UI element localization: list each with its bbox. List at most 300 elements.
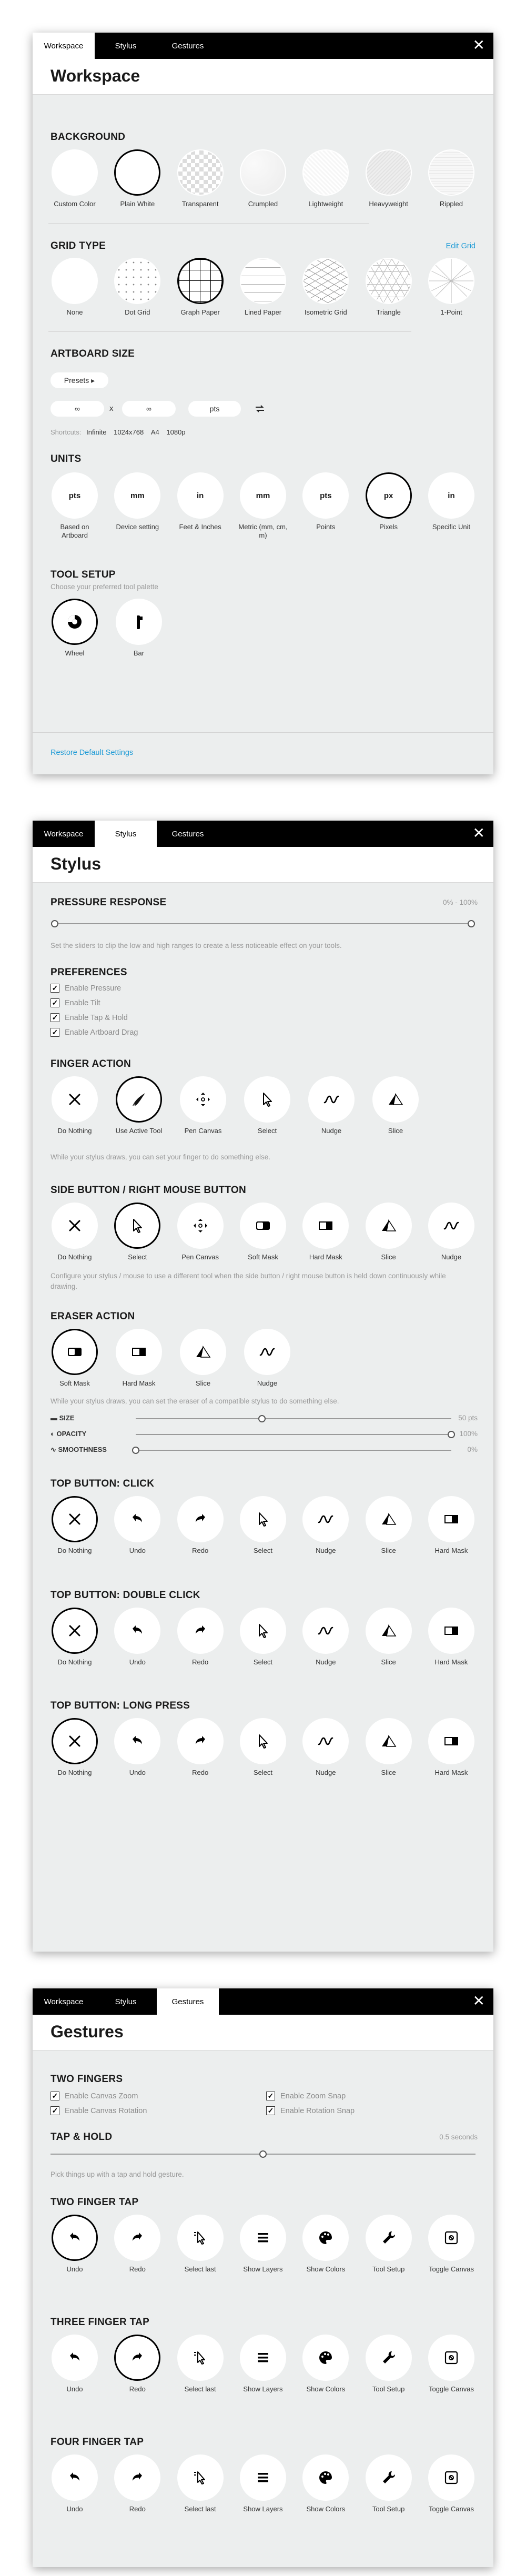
two-finger-tap-options <box>48 2215 478 2274</box>
double-option-select[interactable] <box>237 1608 289 1666</box>
pressure-high-handle[interactable] <box>468 920 475 927</box>
crumpled-swatch <box>240 149 286 196</box>
tab-bar <box>33 33 493 59</box>
option-label: Slice <box>381 1547 396 1554</box>
bg-option-custom-color[interactable] <box>48 149 101 208</box>
four-tap-option-select-last[interactable] <box>174 2454 227 2513</box>
shortcut-1080p[interactable]: 1080p <box>166 428 186 436</box>
two-tap-option-show-colors[interactable] <box>299 2215 352 2274</box>
undo-icon <box>114 1496 160 1542</box>
gestures-panel <box>33 1988 493 2567</box>
section-description: While your stylus draws, you can set the eraser of a compatible stylus to do something else. <box>50 1397 339 1405</box>
eraser-option-hard-mask[interactable] <box>113 1329 165 1388</box>
two-tap-option-toggle-canvas[interactable] <box>425 2215 478 2274</box>
tab-workspace[interactable]: Workspace <box>44 1997 84 2006</box>
check-icon: ✓ <box>50 1028 59 1037</box>
option-label: Show Layers <box>243 2505 283 2513</box>
size-slider-handle[interactable] <box>258 1415 266 1422</box>
section-description: While your stylus draws, you can set your finger to do something else. <box>50 1153 270 1161</box>
layers-icon <box>240 2454 286 2501</box>
option-label: Toggle Canvas <box>428 2385 474 2393</box>
option-label: Graph Paper <box>180 308 220 316</box>
soft-mask-icon <box>240 1203 286 1249</box>
restore-defaults-link[interactable]: Restore Default Settings <box>50 749 134 757</box>
size-value: 50 pts <box>458 1414 478 1422</box>
x-icon <box>52 1203 98 1249</box>
tab-stylus[interactable]: Stylus <box>95 821 157 847</box>
graph-paper-swatch <box>177 258 224 304</box>
undo-icon <box>52 2215 98 2261</box>
section-heading: TWO FINGERS <box>50 2074 123 2085</box>
side-option-nudge[interactable] <box>425 1203 478 1261</box>
option-label: Soft Mask <box>248 1253 278 1261</box>
long-option-undo[interactable] <box>111 1718 164 1777</box>
three-tap-option-toggle-canvas[interactable] <box>425 2335 478 2393</box>
option-label: Tool Setup <box>372 2385 405 2393</box>
section-heading: PREFERENCES <box>50 967 127 978</box>
tool-option-bar[interactable] <box>113 599 165 658</box>
option-label: Soft Mask <box>59 1379 90 1387</box>
soft-mask-icon <box>52 1329 98 1375</box>
close-icon[interactable]: ✕ <box>472 37 485 53</box>
bg-option-transparent[interactable] <box>174 149 227 208</box>
grid-option-dot[interactable] <box>111 258 164 317</box>
option-label: Hard Mask <box>434 1769 468 1776</box>
option-label: Isometric Grid <box>304 308 347 316</box>
double-option-do-nothing[interactable] <box>48 1608 101 1666</box>
checkbox-label: Enable Pressure <box>65 984 122 993</box>
wave-icon <box>302 1718 349 1764</box>
eraser-option-slice[interactable] <box>177 1329 229 1388</box>
select-last-icon <box>177 2215 224 2261</box>
option-label: Pen Canvas <box>181 1253 219 1261</box>
finger-option-slice[interactable] <box>369 1076 422 1135</box>
unit-swatch <box>302 472 349 519</box>
workspace-panel <box>33 33 493 774</box>
palette-icon <box>302 2215 349 2261</box>
transparent-swatch <box>177 149 224 196</box>
option-label: Undo <box>66 2385 83 2393</box>
three-tap-option-select-last[interactable] <box>174 2335 227 2393</box>
divider <box>48 223 369 224</box>
side-option-pen-canvas[interactable] <box>174 1203 227 1261</box>
checkbox-label: Enable Tap & Hold <box>65 1013 128 1022</box>
grid-options <box>48 258 478 317</box>
finger-option-active-tool[interactable] <box>113 1076 165 1135</box>
unit-option-points[interactable] <box>299 472 352 540</box>
four-finger-tap-options <box>48 2454 478 2513</box>
pressure-range-value: 0% - 100% <box>442 898 478 906</box>
slice-icon <box>366 1608 412 1654</box>
tap-hold-slider-handle[interactable] <box>259 2150 267 2158</box>
unit-swatch <box>177 472 224 519</box>
wave-icon <box>428 1203 474 1249</box>
check-icon: ✓ <box>50 984 59 993</box>
tab-stylus[interactable]: Stylus <box>115 42 137 50</box>
option-label: Select last <box>184 2385 216 2393</box>
option-label: Select <box>253 1547 273 1554</box>
option-label: Undo <box>129 1658 146 1666</box>
section-heading: THREE FINGER TAP <box>50 2317 150 2328</box>
side-option-do-nothing[interactable] <box>48 1203 101 1261</box>
dot-grid-swatch <box>114 258 160 304</box>
wave-icon <box>302 1608 349 1654</box>
side-option-hard-mask[interactable] <box>299 1203 352 1261</box>
click-option-hard-mask[interactable] <box>425 1496 478 1555</box>
long-option-hard-mask[interactable] <box>425 1718 478 1777</box>
option-label: Slice <box>195 1379 211 1387</box>
option-label: Custom Color <box>54 200 96 208</box>
undo-icon <box>52 2335 98 2381</box>
tab-gestures[interactable]: Gestures <box>171 42 204 50</box>
check-icon: ✓ <box>50 998 59 1007</box>
option-label: Redo <box>192 1658 209 1666</box>
lined-paper-swatch <box>240 258 286 304</box>
option-label: Undo <box>66 2265 83 2273</box>
zoom-snap-checkbox[interactable] <box>266 2092 346 2100</box>
unit-abbr: pts <box>320 491 332 500</box>
edit-grid-link[interactable]: Edit Grid <box>446 242 476 250</box>
x-icon <box>52 1076 98 1123</box>
section-heading: ARTBOARD SIZE <box>50 348 135 359</box>
section-heading: ERASER ACTION <box>50 1311 135 1322</box>
option-label: Select <box>253 1658 273 1666</box>
presets-button[interactable]: Presets ▸ <box>50 372 108 388</box>
top-long-press-options <box>48 1718 478 1777</box>
option-label: Slice <box>381 1658 396 1666</box>
option-label: Lined Paper <box>244 308 282 316</box>
slice-icon <box>366 1203 412 1249</box>
custom-color-swatch <box>52 149 98 196</box>
option-label: Do Nothing <box>57 1547 92 1554</box>
top-click-options <box>48 1496 478 1555</box>
long-option-slice[interactable] <box>362 1718 415 1777</box>
tab-workspace[interactable]: Workspace <box>33 33 95 59</box>
tab-stylus[interactable]: Stylus <box>115 1997 137 2006</box>
option-label: None <box>66 308 83 316</box>
three-tap-option-undo[interactable] <box>48 2335 101 2393</box>
unit-option-specific[interactable] <box>425 472 478 540</box>
long-option-redo[interactable] <box>174 1718 227 1777</box>
unit-abbr: mm <box>130 491 145 500</box>
section-heading: TOP BUTTON: CLICK <box>50 1478 155 1489</box>
shortcut-a4[interactable]: A4 <box>150 428 159 436</box>
wheel-icon <box>52 599 98 645</box>
undo-icon <box>114 1608 160 1654</box>
tab-gestures[interactable]: Gestures <box>157 1988 219 2015</box>
divider <box>48 331 411 332</box>
smoothness-slider-label: ∿ SMOOTHNESS <box>50 1446 107 1453</box>
option-label: Show Colors <box>306 2385 346 2393</box>
unit-option-device[interactable] <box>111 472 164 540</box>
close-icon[interactable]: ✕ <box>472 1993 485 2009</box>
option-label: Rippled <box>439 200 463 208</box>
shortcuts-label: Shortcuts: <box>50 428 82 436</box>
checkbox-label: Enable Canvas Zoom <box>65 2092 138 2100</box>
tab-bar <box>33 821 493 847</box>
eraser-option-soft-mask[interactable] <box>48 1329 101 1388</box>
section-heading: TOP BUTTON: DOUBLE CLICK <box>50 1590 200 1601</box>
footer <box>33 732 493 774</box>
canvas-zoom-checkbox[interactable] <box>50 2092 138 2100</box>
finger-option-select[interactable] <box>241 1076 294 1135</box>
page-title: Workspace <box>33 59 493 95</box>
unit-swatch <box>366 472 412 519</box>
palette-icon <box>302 2335 349 2381</box>
two-tap-option-undo[interactable] <box>48 2215 101 2274</box>
double-option-redo[interactable] <box>174 1608 227 1666</box>
slider-label: OPACITY <box>56 1430 87 1438</box>
three-tap-option-tool-setup[interactable] <box>362 2335 415 2393</box>
smoothness-slider-handle[interactable] <box>132 1447 139 1454</box>
bg-option-lightweight[interactable] <box>299 149 352 208</box>
two-tap-option-redo[interactable] <box>111 2215 164 2274</box>
wave-icon <box>244 1329 290 1375</box>
grid-option-one-point[interactable] <box>425 258 478 317</box>
cursor-icon <box>240 1496 286 1542</box>
close-icon[interactable]: ✕ <box>472 825 485 841</box>
slice-icon <box>372 1076 419 1123</box>
double-option-slice[interactable] <box>362 1608 415 1666</box>
unit-options <box>48 472 478 540</box>
rippled-swatch <box>428 149 474 196</box>
finger-option-pen-canvas[interactable] <box>177 1076 229 1135</box>
isometric-swatch <box>302 258 349 304</box>
option-label: Do Nothing <box>57 1769 92 1776</box>
side-option-slice[interactable] <box>362 1203 415 1261</box>
layers-icon <box>240 2335 286 2381</box>
option-label: Redo <box>129 2505 146 2513</box>
option-label: Nudge <box>316 1658 336 1666</box>
size-slider[interactable] <box>136 1418 451 1419</box>
grid-option-isometric[interactable] <box>299 258 352 317</box>
smoothness-slider[interactable] <box>136 1450 451 1451</box>
two-tap-option-select-last[interactable] <box>174 2215 227 2274</box>
option-label: Select <box>257 1127 277 1135</box>
section-heading: TAP & HOLD <box>50 2131 113 2143</box>
grid-option-graph[interactable] <box>174 258 227 317</box>
double-option-undo[interactable] <box>111 1608 164 1666</box>
checkbox-label: Enable Canvas Rotation <box>65 2106 147 2115</box>
grid-option-lined[interactable] <box>237 258 289 317</box>
unit-abbr: in <box>196 491 204 500</box>
brush-stroke-icon <box>116 1076 162 1123</box>
unit-abbr: in <box>448 491 455 500</box>
three-tap-option-redo[interactable] <box>111 2335 164 2393</box>
option-label: Lightweight <box>308 200 343 208</box>
option-label: Select last <box>184 2265 216 2273</box>
smoothness-value: 0% <box>467 1446 478 1453</box>
two-tap-option-show-layers[interactable] <box>237 2215 289 2274</box>
redo-icon <box>114 2335 160 2381</box>
option-label: Pen Canvas <box>184 1127 222 1135</box>
option-label: Redo <box>192 1769 209 1776</box>
undo-icon <box>52 2454 98 2501</box>
option-label: Bar <box>133 649 145 657</box>
select-last-icon <box>177 2335 224 2381</box>
unit-abbr: px <box>383 491 393 500</box>
option-label: Show Colors <box>306 2505 346 2513</box>
eraser-options <box>48 1329 294 1388</box>
tab-workspace[interactable]: Workspace <box>44 830 84 839</box>
move-arrows-icon <box>180 1076 226 1123</box>
click-option-undo[interactable] <box>111 1496 164 1555</box>
eraser-option-nudge[interactable] <box>241 1329 294 1388</box>
four-tap-option-toggle-canvas[interactable] <box>425 2454 478 2513</box>
option-label: Slice <box>381 1253 396 1261</box>
option-label: Toggle Canvas <box>428 2265 474 2273</box>
option-label: Show Colors <box>306 2265 346 2273</box>
plain-white-swatch <box>114 149 160 196</box>
shortcut-1024x768[interactable]: 1024x768 <box>114 428 144 436</box>
size-slider-label: ▬ SIZE <box>50 1414 75 1422</box>
palette-icon <box>302 2454 349 2501</box>
four-tap-option-redo[interactable] <box>111 2454 164 2513</box>
side-option-soft-mask[interactable] <box>237 1203 289 1261</box>
click-option-do-nothing[interactable] <box>48 1496 101 1555</box>
option-label: Pixels <box>379 523 398 531</box>
dimension-separator: x <box>109 404 114 413</box>
section-description: Pick things up with a tap and hold gesture. <box>50 2170 184 2178</box>
click-option-redo[interactable] <box>174 1496 227 1555</box>
wrench-icon <box>366 2215 412 2261</box>
tab-gestures[interactable]: Gestures <box>171 830 204 839</box>
three-tap-option-show-colors[interactable] <box>299 2335 352 2393</box>
wrench-icon <box>366 2454 412 2501</box>
unit-select[interactable]: pts <box>188 401 241 417</box>
unit-swatch <box>114 472 160 519</box>
option-label: Show Layers <box>243 2385 283 2393</box>
bar-icon <box>116 599 162 645</box>
section-heading: UNITS <box>50 453 82 464</box>
section-heading: TOP BUTTON: LONG PRESS <box>50 1700 190 1711</box>
wrench-icon <box>366 2335 412 2381</box>
artboard-width-input[interactable]: ∞ <box>50 401 104 417</box>
bg-option-heavyweight[interactable] <box>362 149 415 208</box>
hard-mask-icon <box>302 1203 349 1249</box>
click-option-select[interactable] <box>237 1496 289 1555</box>
slider-label: SMOOTHNESS <box>58 1446 107 1453</box>
bg-option-crumpled[interactable] <box>237 149 289 208</box>
opacity-slider[interactable] <box>136 1434 451 1435</box>
long-option-do-nothing[interactable] <box>48 1718 101 1777</box>
one-point-swatch <box>428 258 474 304</box>
option-label: Wheel <box>65 649 85 657</box>
option-label: Dot Grid <box>125 308 150 316</box>
side-option-select[interactable] <box>111 1203 164 1261</box>
option-label: Undo <box>66 2505 83 2513</box>
option-label: Plain White <box>120 200 155 208</box>
option-label: Tool Setup <box>372 2265 405 2273</box>
lightweight-swatch <box>302 149 349 196</box>
section-description: Configure your stylus / mouse to use a different tool when the side button / right mouse button is held down continuously while drawing. <box>50 1272 446 1290</box>
option-label: Toggle Canvas <box>428 2505 474 2513</box>
unit-option-artboard[interactable] <box>48 472 101 540</box>
double-option-nudge[interactable] <box>299 1608 352 1666</box>
four-tap-option-tool-setup[interactable] <box>362 2454 415 2513</box>
bg-option-plain-white[interactable] <box>111 149 164 208</box>
hard-mask-icon <box>116 1329 162 1375</box>
opacity-slider-handle[interactable] <box>448 1431 455 1438</box>
option-label: Triangle <box>376 308 401 316</box>
checkbox-label: Enable Artboard Drag <box>65 1028 138 1037</box>
option-label: Tool Setup <box>372 2505 405 2513</box>
canvas-rotation-checkbox[interactable] <box>50 2106 147 2115</box>
artboard-height-input[interactable]: ∞ <box>122 401 176 417</box>
click-option-nudge[interactable] <box>299 1496 352 1555</box>
option-label: Specific Unit <box>432 523 471 531</box>
unit-option-feet-inches[interactable] <box>174 472 227 540</box>
click-option-slice[interactable] <box>362 1496 415 1555</box>
enable-pressure-checkbox[interactable] <box>50 984 121 993</box>
checkbox-label: Enable Rotation Snap <box>280 2106 355 2115</box>
unit-swatch <box>52 472 98 519</box>
option-label: Hard Mask <box>434 1547 468 1554</box>
triangle-swatch <box>366 258 412 304</box>
background-options <box>48 149 478 208</box>
redo-icon <box>114 2215 160 2261</box>
cursor-icon <box>244 1076 290 1123</box>
pressure-range-slider[interactable] <box>55 923 471 924</box>
x-icon <box>52 1496 98 1542</box>
tap-hold-slider[interactable] <box>50 2154 476 2155</box>
finger-option-do-nothing[interactable] <box>48 1076 101 1135</box>
bg-option-rippled[interactable] <box>425 149 478 208</box>
hard-mask-icon <box>428 1718 474 1764</box>
tool-option-wheel[interactable] <box>48 599 101 658</box>
tap-hold-value: 0.5 seconds <box>439 2133 478 2141</box>
four-tap-option-show-layers[interactable] <box>237 2454 289 2513</box>
side-button-options <box>48 1203 478 1261</box>
pressure-low-handle[interactable] <box>51 920 58 927</box>
double-option-hard-mask[interactable] <box>425 1608 478 1666</box>
option-label: Select <box>253 1769 273 1776</box>
redo-icon <box>114 2454 160 2501</box>
two-tap-option-tool-setup[interactable] <box>362 2215 415 2274</box>
enable-tilt-checkbox[interactable] <box>50 998 100 1007</box>
swap-orientation-icon[interactable] <box>254 402 266 415</box>
grid-option-none[interactable] <box>48 258 101 317</box>
grid-option-triangle[interactable] <box>362 258 415 317</box>
four-tap-option-undo[interactable] <box>48 2454 101 2513</box>
three-tap-option-show-layers[interactable] <box>237 2335 289 2393</box>
enable-tap-hold-checkbox[interactable] <box>50 1013 128 1022</box>
option-label: Redo <box>192 1547 209 1554</box>
shortcut-infinite[interactable]: Infinite <box>86 428 107 436</box>
section-heading: GRID TYPE <box>50 240 106 251</box>
rotation-snap-checkbox[interactable] <box>266 2106 355 2115</box>
option-label: Use Active Tool <box>115 1127 163 1135</box>
finger-option-nudge[interactable] <box>305 1076 358 1135</box>
check-icon: ✓ <box>50 2106 59 2115</box>
check-icon: ✓ <box>266 2092 275 2100</box>
enable-artboard-drag-checkbox[interactable] <box>50 1028 138 1037</box>
wave-icon <box>308 1076 355 1123</box>
unit-option-pixels[interactable] <box>362 472 415 540</box>
slice-icon <box>366 1496 412 1542</box>
select-last-icon <box>177 2454 224 2501</box>
option-label: Undo <box>129 1547 146 1554</box>
long-option-select[interactable] <box>237 1718 289 1777</box>
unit-option-metric[interactable] <box>237 472 289 540</box>
unit-abbr: pts <box>68 491 81 500</box>
long-option-nudge[interactable] <box>299 1718 352 1777</box>
four-tap-option-show-colors[interactable] <box>299 2454 352 2513</box>
option-label: Metric (mm, cm, m) <box>238 523 288 539</box>
unit-swatch <box>428 472 474 519</box>
section-description: Set the sliders to clip the low and high ranges to create a less noticeable effect on your tools. <box>50 942 342 949</box>
undo-icon <box>114 1718 160 1764</box>
